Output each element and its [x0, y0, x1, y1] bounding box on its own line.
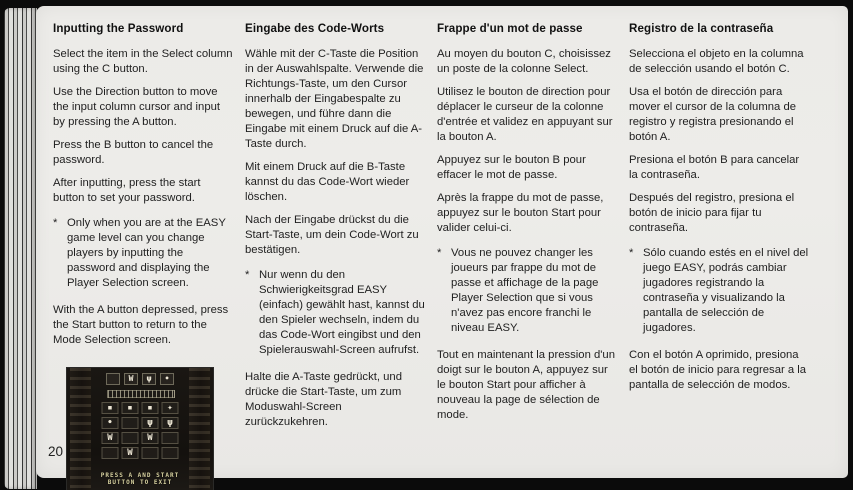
- paragraph: Après la frappe du mot de passe, appuyez sur le bouton Start pour valider celui-ci.: [437, 192, 604, 234]
- tick-symbol-icon: ▪: [102, 402, 119, 414]
- column-paragraphs: [629, 47, 810, 236]
- paragraph: Utilisez le bouton de direction pour déplacer le curseur de la colonne d'entrée et validez en appuyant sur la bouton A.: [437, 86, 613, 143]
- tick-symbol-icon: ▪: [122, 402, 139, 414]
- grid-row: [102, 402, 179, 414]
- shot-grid: [102, 402, 179, 459]
- footnote-text: Sólo cuando estés en el nivel del juego EASY, podrás cambiar jugadores registrando la contraseña y visualizando la pantalla de selección de jugadores.: [643, 247, 809, 334]
- manual-paper: [36, 6, 848, 486]
- column-paragraphs: [53, 47, 234, 206]
- bird-symbol-icon: W: [124, 373, 138, 385]
- claw-symbol-icon: ψ: [142, 417, 159, 429]
- select-cell: [106, 373, 120, 385]
- paragraph: Nach der Eingabe drückst du die Start-Taste, um dein Code-Wort zu bestätigen.: [245, 214, 419, 256]
- footnote-text: Only when you are at the EASY game level can you change players by inputting the password and displaying the Player Selection screen.: [67, 217, 226, 289]
- paragraph: Presiona el botón B para cancelar la contraseña.: [629, 154, 800, 181]
- column-german: [245, 22, 426, 468]
- paragraph: Au moyen du bouton C, choisissez un poste de la colonne Select.: [437, 48, 611, 75]
- closing-paragraph: With the A button depressed, press the Start button to return to the Mode Selection screen.: [53, 304, 229, 346]
- footnote: [629, 246, 810, 336]
- shot-meter-bar: [107, 390, 175, 398]
- footnote: [437, 246, 618, 336]
- claw-symbol-icon: ψ: [162, 417, 179, 429]
- paragraph: Mit einem Druck auf die B-Taste kannst du das Code-Wort wieder löschen.: [245, 161, 410, 203]
- footnote-marker: *: [437, 247, 442, 259]
- grid-row: [102, 417, 179, 429]
- columns-container: [53, 22, 838, 486]
- paragraph: Use the Direction button to move the input column cursor and input by pressing the A button.: [53, 86, 221, 128]
- bird-symbol-icon: W: [122, 447, 139, 459]
- dot-symbol-icon: •: [160, 373, 174, 385]
- paragraph: Usa el botón de dirección para mover el cursor de la columna de registro y registra presionando el botón A.: [629, 86, 797, 143]
- closing-paragraph: Halte die A-Taste gedrückt, und drücke die Start-Taste, um zum Moduswahl-Screen zurückzukehren.: [245, 371, 402, 428]
- grid-row: [102, 447, 179, 459]
- game-screenshot: [67, 368, 213, 490]
- paragraph: Press the B button to cancel the password.: [53, 139, 214, 166]
- column-french: [437, 22, 618, 468]
- grid-cell: [142, 447, 159, 459]
- footnote-marker: *: [53, 217, 58, 229]
- grid-cell: [162, 447, 179, 459]
- footnote-text: Nur wenn du den Schwierigkeitsgrad EASY (einfach) gewählt hast, kannst du den Spieler wechseln, indem du das Code-Wort eingibst und den Spielerauswahl-Screen aufrufst.: [259, 269, 425, 356]
- paragraph: After inputting, press the start button to set your password.: [53, 177, 201, 204]
- page-number: 20: [48, 444, 64, 459]
- shot-caption: [67, 472, 213, 486]
- star-symbol-icon: ✦: [162, 402, 179, 414]
- grid-cell: [122, 432, 139, 444]
- claw-symbol-icon: ψ: [142, 373, 156, 385]
- grid-cell: [162, 432, 179, 444]
- footnote-text: Vous ne pouvez changer les joueurs par frappe du mot de passe et affichage de la page Player Selection que si vous n'avez pas encore franchi le niveau EASY.: [451, 247, 599, 334]
- column-paragraphs: [245, 47, 426, 258]
- closing-paragraph: Con el botón A oprimido, presiona el botón de inicio para regresar a la pantalla de selección de modos.: [629, 349, 807, 391]
- paragraph: Appuyez sur le bouton B pour effacer le mot de passe.: [437, 154, 586, 181]
- paragraph: Después del registro, presiona el botón de inicio para fijar tu contraseña.: [629, 192, 795, 234]
- column-heading: Registro de la contraseña: [629, 22, 774, 35]
- column-paragraphs: [437, 47, 618, 236]
- grid-row: [102, 432, 179, 444]
- shot-caption-line2: BUTTON TO EXIT: [107, 479, 173, 486]
- footnote: [245, 268, 426, 358]
- dot-symbol-icon: •: [102, 417, 119, 429]
- column-heading: Eingabe des Code-Worts: [245, 22, 385, 35]
- footnote-marker: *: [245, 269, 250, 281]
- closing-paragraph: Tout en maintenant la pression d'un doigt sur le bouton A, appuyez sur le bouton Start pour afficher à nouveau la page de sélection de mode.: [437, 349, 616, 421]
- shot-caption-line1: PRESS A AND START: [100, 472, 180, 479]
- paragraph: Select the item in the Select column using the C button.: [53, 48, 233, 75]
- footnote-marker: *: [629, 247, 634, 259]
- grid-cell: [122, 417, 139, 429]
- column-english: [53, 22, 234, 486]
- column-heading: Frappe d'un mot de passe: [437, 22, 583, 35]
- footnote: [53, 216, 234, 291]
- bird-symbol-icon: W: [142, 432, 159, 444]
- column-spanish: [629, 22, 810, 468]
- page-stack-edge: [4, 8, 37, 489]
- paragraph: Wähle mit der C-Taste die Position in der Auswahlspalte. Verwende die Richtungs-Taste, um den Cursor innerhalb der Eingabespalte zu bewegen, und führe dann die Eingabe mit einem Druck auf die A-Taste durch.: [245, 48, 424, 150]
- tick-symbol-icon: ▪: [142, 402, 159, 414]
- bird-symbol-icon: W: [102, 432, 119, 444]
- paragraph: Selecciona el objeto en la columna de selección usando el botón C.: [629, 48, 804, 75]
- grid-cell: [102, 447, 119, 459]
- column-heading: Inputting the Password: [53, 22, 184, 35]
- shot-select-row: [67, 373, 213, 385]
